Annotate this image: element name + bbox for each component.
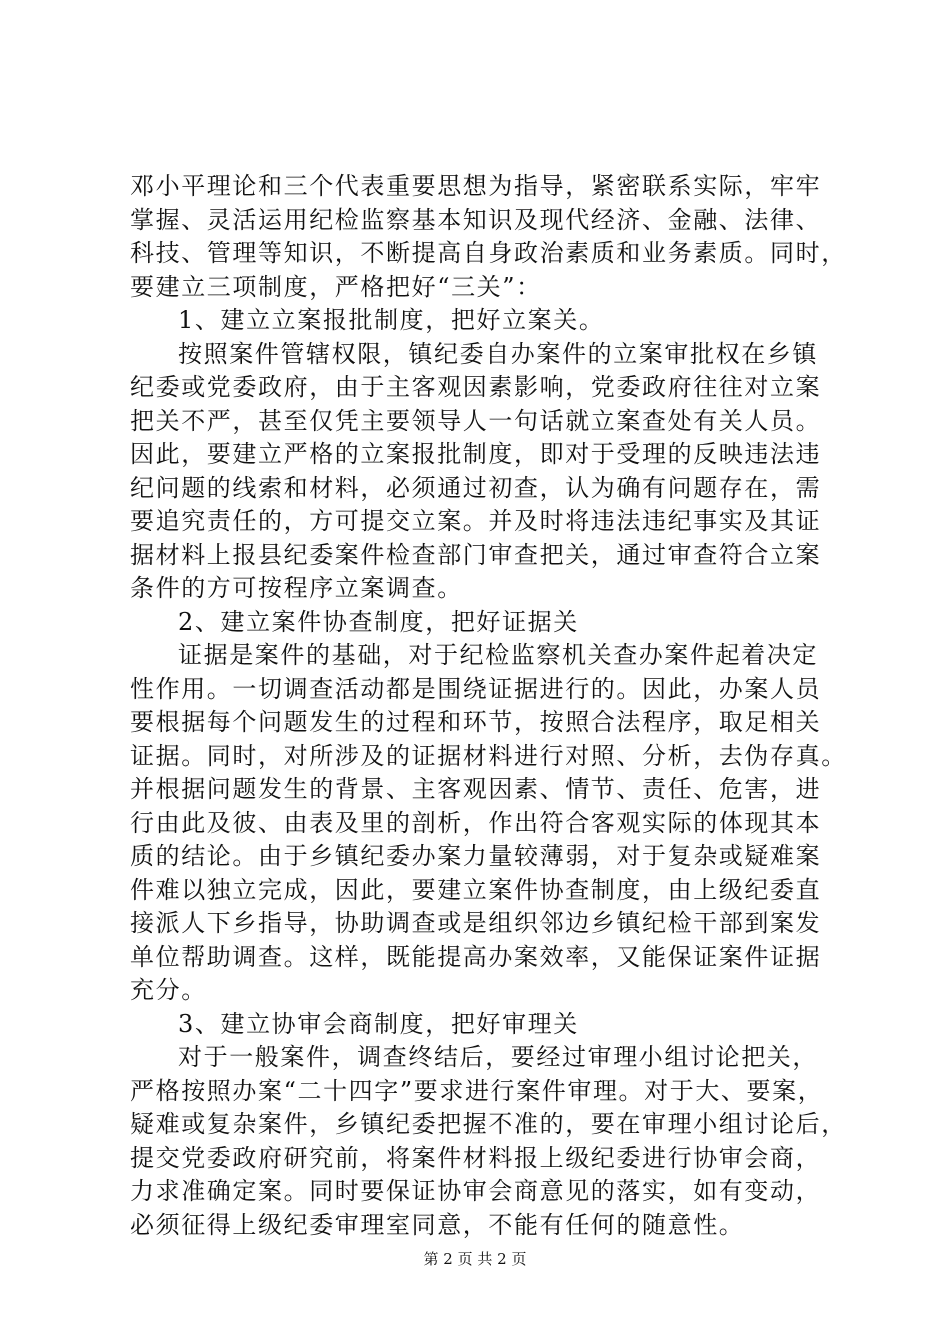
- text-line: 邓小平理论和三个代表重要思想为指导，紧密联系实际，牢牢: [130, 172, 822, 200]
- text-line: 件难以独立完成，因此，要建立案件协查制度，由上级纪委直: [130, 875, 822, 904]
- text-line: 纪问题的线索和材料，必须通过初查，认为确有问题存在，需: [130, 473, 822, 502]
- text-line: 提交党委政府研究前，将案件材料报上级纪委进行协审会商，: [130, 1143, 822, 1172]
- text-line: 条件的方可按程序立案调查。: [130, 574, 463, 602]
- text-line: 单位帮助调查。这样，既能提高办案效率，又能保证案件证据: [130, 942, 822, 971]
- text-line: 要建立三项制度，严格把好“三关”：: [130, 272, 542, 301]
- body-text: [130, 170, 860, 1242]
- text-line: 把关不严，甚至仅凭主要领导人一句话就立案查处有关人员。: [130, 406, 822, 435]
- text-line: 据材料上报县纪委案件检查部门审查把关，通过审查符合立案: [130, 540, 822, 569]
- text-line: 1、建立立案报批制度，把好立案关。: [178, 306, 605, 334]
- text-line: 证据。同时，对所涉及的证据材料进行对照、分析，去伪存真。: [130, 741, 847, 770]
- text-line: 要追究责任的，方可提交立案。并及时将违法违纪事实及其证: [130, 507, 822, 535]
- text-line: 3、建立协审会商制度，把好审理关: [178, 1009, 579, 1038]
- text-line: 质的结论。由于乡镇纪委办案力量较薄弱，对于复杂或疑难案: [130, 842, 822, 870]
- text-line: 按照案件管辖权限，镇纪委自办案件的立案审批权在乡镇: [178, 339, 818, 368]
- text-line: 力求准确定案。同时要保证协审会商意见的落实，如有变动，: [130, 1177, 822, 1205]
- text-line: 性作用。一切调查活动都是围绕证据进行的。因此，办案人员: [130, 674, 822, 703]
- text-line: 科技、管理等知识，不断提高自身政治素质和业务素质。同时，: [130, 239, 847, 267]
- page-footer: 第 2 页 共 2 页: [423, 1250, 527, 1268]
- text-line: 严格按照办案“二十四字”要求进行案件审理。对于大、要案，: [130, 1076, 824, 1105]
- text-line: 纪委或党委政府，由于主客观因素影响，党委政府往往对立案: [130, 373, 822, 401]
- text-line: 证据是案件的基础，对于纪检监察机关查办案件起着决定: [178, 641, 818, 669]
- text-line: 因此，要建立严格的立案报批制度，即对于受理的反映违法违: [130, 440, 822, 468]
- text-line: 对于一般案件，调查终结后，要经过审理小组讨论把关，: [178, 1043, 818, 1071]
- text-line: 要根据每个问题发生的过程和环节，按照合法程序，取足相关: [130, 708, 822, 736]
- text-line: 充分。: [130, 976, 207, 1004]
- text-line: 行由此及彼、由表及里的剖析，作出符合客观实际的体现其本: [130, 808, 822, 837]
- text-line: 接派人下乡指导，协助调查或是组织邻边乡镇纪检干部到案发: [130, 909, 822, 937]
- text-line: 并根据问题发生的背景、主客观因素、情节、责任、危害，进: [130, 775, 822, 803]
- text-line: 2、建立案件协查制度，把好证据关: [178, 607, 579, 636]
- text-line: 必须征得上级纪委审理室同意，不能有任何的随意性。: [130, 1210, 745, 1239]
- text-line: 掌握、灵活运用纪检监察基本知识及现代经济、金融、法律、: [130, 205, 822, 234]
- text-line: 疑难或复杂案件，乡镇纪委把握不准的，要在审理小组讨论后，: [130, 1110, 847, 1138]
